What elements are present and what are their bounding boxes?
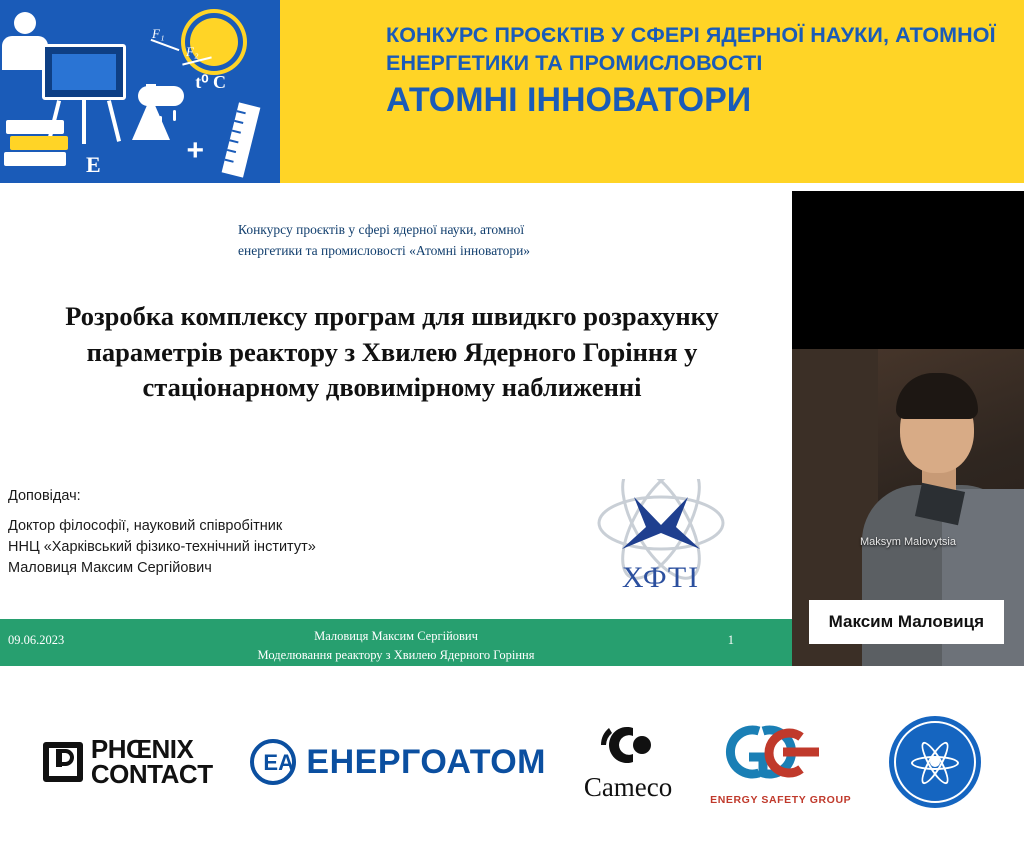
energoatom-icon: ЕА (250, 739, 296, 785)
slide-date: 09.06.2023 (8, 633, 65, 647)
header-doodle-art (0, 0, 280, 183)
slide-footer (0, 619, 792, 666)
kipt-logo-text: ХФТІ (621, 561, 701, 594)
doodle-force2-label: F₂ (186, 44, 199, 59)
doodle-temperature-label: t⁰ C (195, 72, 226, 92)
doodle-raindrop (173, 110, 176, 121)
doodle-ruler-icon (222, 102, 261, 177)
kipt-atom-icon (572, 479, 750, 597)
doodle-plus-label: + (186, 134, 204, 167)
event-title: АТОМНІ ІННОВАТОРИ (386, 81, 752, 120)
header-yellow-spacer (280, 0, 380, 183)
phoenix-line2: CONTACT (90, 759, 213, 789)
slide-footer-center (0, 627, 792, 665)
phoenix-line1: PHŒNIX (90, 734, 194, 765)
doodle-chalkboard-screen (52, 54, 116, 90)
sponsor-cameco[interactable] (584, 722, 672, 803)
phoenix-contact-icon (43, 742, 83, 782)
cameco-label: Cameco (583, 771, 673, 802)
cameco-icon (599, 722, 657, 768)
doodle-book-icon (6, 120, 64, 134)
nuclear-society-icon (889, 716, 981, 808)
doodle-energy-label: E (86, 152, 101, 177)
kipt-logo (572, 479, 750, 597)
doodle-raindrop (159, 116, 162, 127)
doodle-raindrop (145, 110, 148, 121)
doodle-force1-label: F₁ (152, 26, 165, 41)
event-subtitle: КОНКУРС ПРОЄКТІВ У СФЕРІ ЯДЕРНОЇ НАУКИ, АТОМНОЇ ЕНЕРГЕТИКИ ТА ПРОМИСЛОВОСТІ (386, 23, 996, 75)
energoatom-label: ЕНЕРГОАТОМ (306, 742, 546, 781)
slide-subtitle: Конкурсу проєктів у сфері ядерної науки, атомної енергетики та промисловості «Атомні інноватори» (238, 222, 531, 258)
header-title-block (380, 0, 1024, 183)
doodle-person-head (14, 12, 36, 34)
slide-speaker-details (8, 516, 316, 579)
sponsor-phoenix-contact[interactable] (43, 734, 213, 789)
speaker-line: Маловиця Максим Сергійович (8, 560, 212, 577)
energy-safety-group-label: ENERGY SAFETY GROUP (710, 793, 852, 806)
slide-title: Розробка комплексу програм для швидкго розрахунку параметрів реактору з Хвилею Ядерного Горіння у стаціонарному двовимірному наближенні (65, 301, 719, 402)
phoenix-contact-label (90, 734, 213, 789)
slide-content (0, 191, 792, 619)
doodle-book-icon (4, 152, 66, 166)
presentation-slide[interactable] (0, 191, 792, 666)
doodle-book-icon (10, 136, 68, 150)
event-header (0, 0, 1024, 183)
speaker-line: Доктор філософії, науковий співробітник (8, 518, 283, 534)
speaker-line: ННЦ «Харківський фізико-технічний інститут» (8, 539, 316, 556)
doodle-tripod-leg (107, 100, 121, 142)
doodle-cloud-icon (138, 86, 184, 106)
energy-safety-group-icon (711, 719, 851, 785)
webcam-participant-name: Maksym Malovytsia (860, 536, 956, 548)
video-stage (0, 191, 1024, 666)
footer-line: Маловиця Максим Сергійович (314, 629, 478, 643)
sponsor-bar (0, 666, 1024, 858)
sponsor-nuclear-society[interactable] (889, 716, 981, 808)
footer-line: Моделювання реактору з Хвилею Ядерного Горіння (257, 647, 535, 662)
slide-speaker-label: Доповідач: (8, 488, 81, 504)
slide-page-number: 1 (727, 633, 734, 647)
sponsor-energoatom[interactable] (250, 739, 546, 785)
speaker-name-badge: Максим Маловиця (809, 600, 1004, 644)
doodle-tripod-leg (82, 100, 86, 144)
sponsor-energy-safety-group[interactable] (710, 719, 851, 806)
